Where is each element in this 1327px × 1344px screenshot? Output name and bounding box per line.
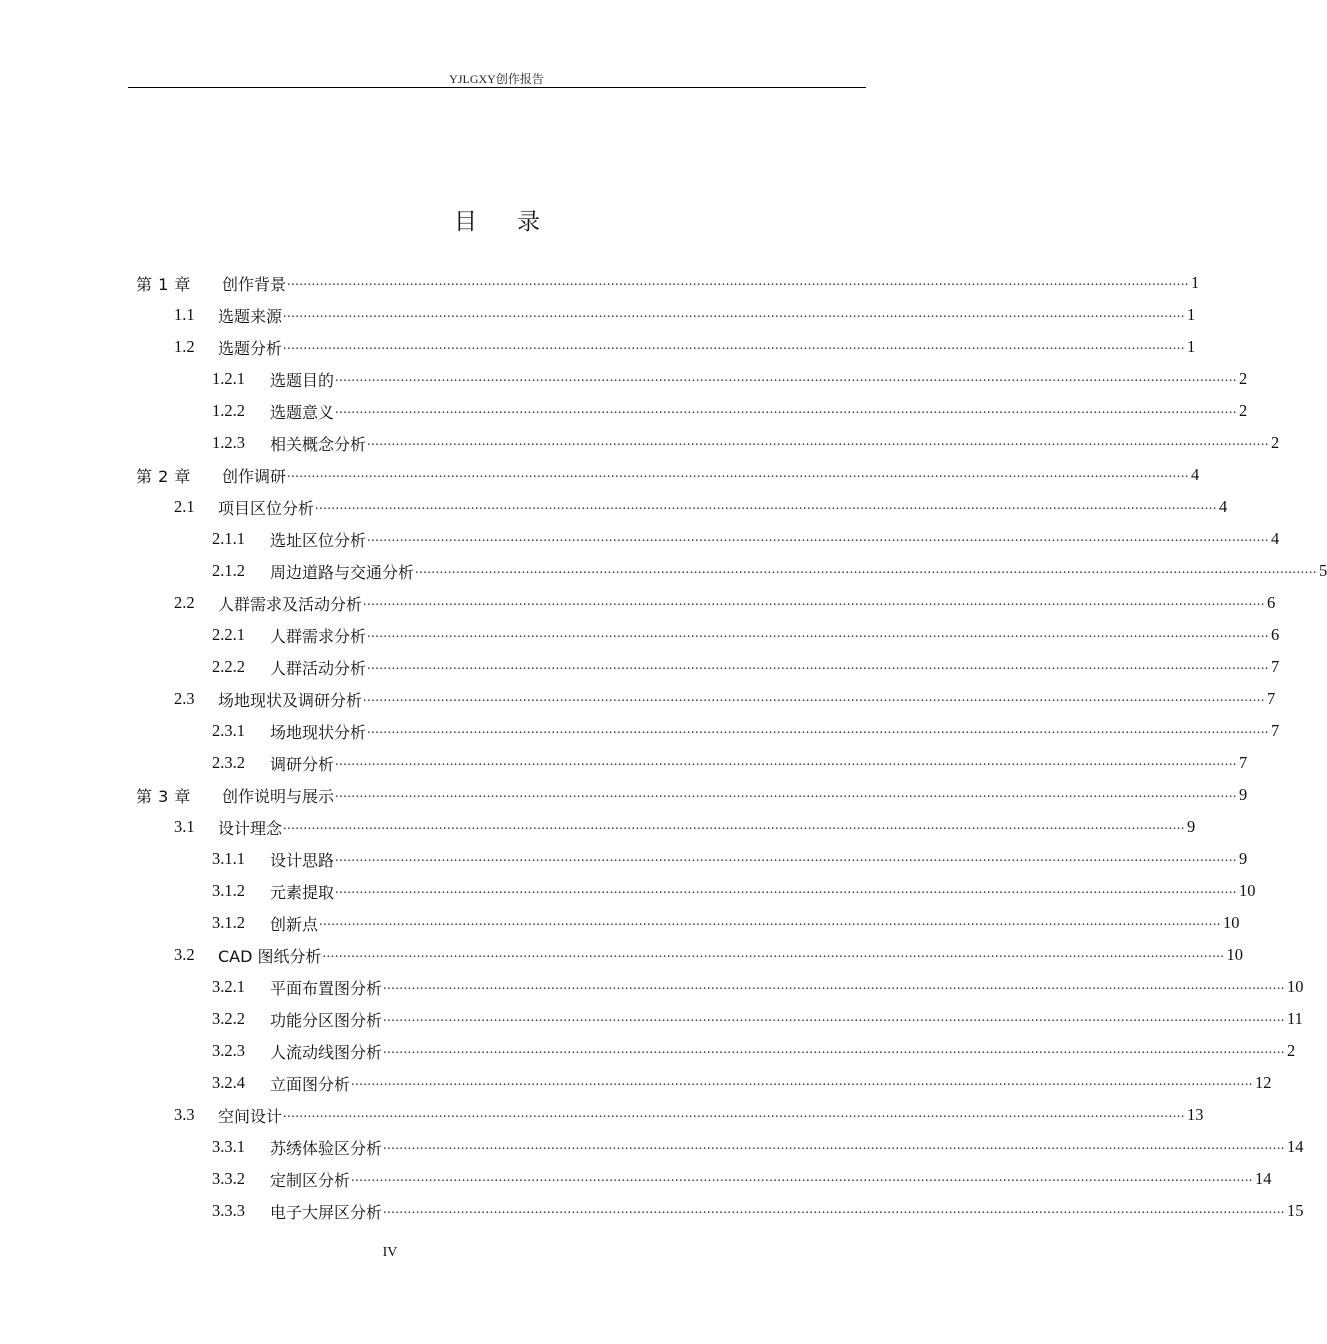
- toc-page-number: 9: [1239, 849, 1248, 868]
- toc-dot-leader: ............................................................................................................................................................................................................................: [367, 658, 1270, 673]
- toc-entry-label: [0, 1072, 350, 1095]
- toc-dot-leader: ............................................................................................................................................................................................................................: [363, 690, 1266, 705]
- toc-entry-number: 3.1.1: [212, 849, 245, 868]
- toc-page-number: 7: [1271, 657, 1280, 676]
- toc-subsection-row[interactable]: [0, 875, 1256, 907]
- toc-entry-number: 2.3.1: [212, 721, 245, 740]
- toc-subsection-row[interactable]: [0, 907, 1240, 939]
- toc-entry-title: 周边道路与交通分析: [270, 562, 415, 582]
- toc-dot-leader: ............................................................................................................................................................................................................................: [367, 626, 1270, 641]
- toc-page-number: 5: [1319, 561, 1327, 580]
- toc-entry-title: 设计理念: [218, 818, 283, 838]
- toc-page-number: 10: [1239, 881, 1256, 900]
- toc-entry-number: 2.2: [174, 593, 195, 612]
- toc-entry-title: 选题意义: [270, 402, 335, 422]
- toc-entry-title: 设计思路: [270, 850, 335, 870]
- header-rule: [128, 87, 866, 88]
- toc-entry-title: 场地现状及调研分析: [218, 690, 363, 710]
- toc-page-number: 4: [1191, 465, 1200, 484]
- toc-entry-number: 2.2.2: [212, 657, 245, 676]
- toc-entry-title: 人群需求及活动分析: [218, 594, 363, 614]
- toc-entry-title: 相关概念分析: [270, 434, 367, 454]
- toc-dot-leader: ............................................................................................................................................................................................................................: [415, 562, 1318, 577]
- toc-page-number: 1: [1187, 337, 1196, 356]
- toc-subsection-row[interactable]: [0, 1067, 1272, 1099]
- toc-entry-title: 元素提取: [270, 882, 335, 902]
- toc-entry-label: [0, 976, 382, 999]
- toc-page-number: 11: [1287, 1009, 1303, 1028]
- toc-title-char-1: 目: [454, 209, 479, 235]
- toc-subsection-row[interactable]: [0, 1195, 1304, 1227]
- toc-entry-label: [0, 624, 366, 647]
- toc-entry-label: [0, 1008, 382, 1031]
- toc-entry-number: 2.1: [174, 497, 195, 516]
- toc-entry-number: 3.2: [174, 945, 195, 964]
- toc-entry-label: [0, 432, 366, 455]
- toc-entry-label: [0, 784, 334, 807]
- toc-dot-leader: ............................................................................................................................................................................................................................: [367, 530, 1270, 545]
- toc-dot-leader: ............................................................................................................................................................................................................................: [335, 882, 1238, 897]
- toc-page-number: 2: [1239, 369, 1248, 388]
- toc-page-number: 12: [1255, 1073, 1272, 1092]
- toc-section-row[interactable]: [0, 811, 1196, 843]
- page-number: IV: [382, 1245, 398, 1260]
- toc-entry-title: 选题来源: [218, 306, 283, 326]
- toc-entry-number: 2.2.1: [212, 625, 245, 644]
- toc-page-number: 2: [1239, 401, 1248, 420]
- table-of-contents: [0, 267, 1327, 1227]
- toc-dot-leader: ............................................................................................................................................................................................................................: [383, 1042, 1286, 1057]
- toc-dot-leader: ............................................................................................................................................................................................................................: [283, 338, 1186, 353]
- toc-entry-number: 3.3.3: [212, 1201, 245, 1220]
- toc-section-row[interactable]: [0, 491, 1228, 523]
- toc-page-number: 2: [1271, 433, 1280, 452]
- toc-entry-title: 项目区位分析: [218, 498, 315, 518]
- toc-entry-label: [0, 1104, 282, 1127]
- toc-page-number: 9: [1239, 785, 1248, 804]
- toc-entry-number: 第 3 章: [136, 786, 191, 806]
- toc-entry-label: [0, 752, 334, 775]
- toc-section-row[interactable]: [0, 331, 1196, 363]
- toc-entry-label: [0, 912, 318, 935]
- toc-dot-leader: ............................................................................................................................................................................................................................: [383, 1010, 1286, 1025]
- toc-dot-leader: ............................................................................................................................................................................................................................: [351, 1074, 1254, 1089]
- toc-subsection-row[interactable]: [0, 363, 1248, 395]
- toc-subsection-row[interactable]: [0, 523, 1280, 555]
- toc-entry-label: [0, 368, 334, 391]
- toc-entry-label: [0, 336, 282, 359]
- page-header: YJLGXY创作报告: [449, 72, 544, 86]
- toc-page-number: 7: [1239, 753, 1248, 772]
- toc-section-row[interactable]: [0, 299, 1196, 331]
- toc-dot-leader: ............................................................................................................................................................................................................................: [287, 466, 1190, 481]
- toc-page-number: 2: [1287, 1041, 1296, 1060]
- toc-entry-label: [0, 304, 282, 327]
- toc-page-number: 10: [1223, 913, 1240, 932]
- toc-entry-number: 第 1 章: [136, 274, 191, 294]
- toc-page-number: 13: [1187, 1105, 1204, 1124]
- toc-entry-number: 2.3: [174, 689, 195, 708]
- toc-page-number: 15: [1287, 1201, 1304, 1220]
- toc-page-number: 6: [1271, 625, 1280, 644]
- toc-section-row[interactable]: [0, 939, 1244, 971]
- toc-entry-number: 3.1: [174, 817, 195, 836]
- toc-page-number: 14: [1287, 1137, 1304, 1156]
- toc-section-row[interactable]: [0, 1099, 1204, 1131]
- toc-dot-leader: ............................................................................................................................................................................................................................: [351, 1170, 1254, 1185]
- toc-page-number: 10: [1287, 977, 1304, 996]
- toc-entry-number: 1.2.1: [212, 369, 245, 388]
- toc-entry-label: [0, 272, 286, 295]
- toc-entry-title: CAD 图纸分析: [218, 946, 322, 966]
- toc-entry-label: [0, 848, 334, 871]
- toc-entry-title: 平面布置图分析: [270, 978, 383, 998]
- toc-entry-number: 3.2.4: [212, 1073, 245, 1092]
- toc-entry-title: 功能分区图分析: [270, 1010, 383, 1030]
- toc-dot-leader: ............................................................................................................................................................................................................................: [367, 722, 1270, 737]
- toc-entry-label: [0, 496, 314, 519]
- toc-entry-label: [0, 1040, 382, 1063]
- toc-entry-label: [0, 816, 282, 839]
- toc-page-number: 4: [1219, 497, 1228, 516]
- toc-entry-title: 苏绣体验区分析: [270, 1138, 383, 1158]
- toc-entry-number: 3.1.2: [212, 881, 245, 900]
- toc-entry-label: [0, 688, 362, 711]
- toc-dot-leader: ............................................................................................................................................................................................................................: [319, 914, 1222, 929]
- toc-entry-number: 3.3: [174, 1105, 195, 1124]
- toc-subsection-row[interactable]: [0, 555, 1327, 587]
- toc-entry-title: 定制区分析: [270, 1170, 351, 1190]
- toc-dot-leader: ............................................................................................................................................................................................................................: [335, 786, 1238, 801]
- toc-subsection-row[interactable]: [0, 971, 1304, 1003]
- toc-entry-label: [0, 464, 286, 487]
- toc-dot-leader: ............................................................................................................................................................................................................................: [322, 946, 1225, 961]
- toc-subsection-row[interactable]: [0, 1035, 1296, 1067]
- toc-dot-leader: ............................................................................................................................................................................................................................: [283, 1106, 1186, 1121]
- toc-entry-number: 1.2.2: [212, 401, 245, 420]
- toc-entry-number: 3.3.2: [212, 1169, 245, 1188]
- toc-subsection-row[interactable]: [0, 395, 1248, 427]
- toc-page-number: 14: [1255, 1169, 1272, 1188]
- toc-entry-label: [0, 400, 334, 423]
- toc-subsection-row[interactable]: [0, 747, 1248, 779]
- toc-page-number: 1: [1187, 305, 1196, 324]
- toc-section-row[interactable]: [0, 683, 1276, 715]
- toc-page-number: 1: [1191, 273, 1200, 292]
- toc-subsection-row[interactable]: [0, 651, 1280, 683]
- toc-dot-leader: ............................................................................................................................................................................................................................: [335, 850, 1238, 865]
- toc-entry-title: 空间设计: [218, 1106, 283, 1126]
- toc-dot-leader: ............................................................................................................................................................................................................................: [383, 978, 1286, 993]
- toc-page-number: 10: [1226, 945, 1244, 964]
- toc-dot-leader: ............................................................................................................................................................................................................................: [335, 370, 1238, 385]
- toc-subsection-row[interactable]: [0, 1163, 1272, 1195]
- toc-entry-label: [0, 1168, 350, 1191]
- toc-entry-number: 2.1.1: [212, 529, 245, 548]
- toc-entry-number: 1.2: [174, 337, 195, 356]
- toc-entry-label: [0, 880, 334, 903]
- toc-entry-title: 创新点: [270, 914, 319, 934]
- toc-dot-leader: ............................................................................................................................................................................................................................: [383, 1138, 1286, 1153]
- toc-page-number: 9: [1187, 817, 1196, 836]
- toc-subsection-row[interactable]: [0, 1131, 1304, 1163]
- toc-entry-title: 创作调研: [222, 466, 287, 486]
- toc-page-number: 7: [1267, 689, 1276, 708]
- toc-entry-number: 3.3.1: [212, 1137, 245, 1156]
- toc-subsection-row[interactable]: [0, 1003, 1303, 1035]
- toc-subsection-row[interactable]: [0, 619, 1280, 651]
- toc-dot-leader: ............................................................................................................................................................................................................................: [335, 754, 1238, 769]
- toc-entry-number: 3.2.3: [212, 1041, 245, 1060]
- toc-entry-title: 创作说明与展示: [222, 786, 335, 806]
- toc-dot-leader: ............................................................................................................................................................................................................................: [315, 498, 1218, 513]
- toc-subsection-row[interactable]: [0, 427, 1280, 459]
- toc-entry-label: [0, 528, 366, 551]
- toc-entry-number: 1.2.3: [212, 433, 245, 452]
- toc-entry-title: 立面图分析: [270, 1074, 351, 1094]
- toc-entry-title: 选址区位分析: [270, 530, 367, 550]
- toc-page-number: 6: [1267, 593, 1276, 612]
- toc-entry-title: 选题分析: [218, 338, 283, 358]
- toc-entry-label: [0, 1200, 382, 1223]
- toc-entry-number: 3.2.1: [212, 977, 245, 996]
- toc-entry-title: 选题目的: [270, 370, 335, 390]
- toc-chapter-row[interactable]: [0, 779, 1248, 811]
- toc-entry-title: 场地现状分析: [270, 722, 367, 742]
- toc-title: [0, 203, 996, 236]
- toc-entry-number: 2.3.2: [212, 753, 245, 772]
- toc-entry-number: 3.2.2: [212, 1009, 245, 1028]
- toc-entry-label: [0, 720, 366, 743]
- toc-entry-label: [0, 560, 414, 583]
- toc-section-row[interactable]: [0, 587, 1276, 619]
- toc-dot-leader: ............................................................................................................................................................................................................................: [287, 274, 1190, 289]
- toc-title-char-2: 录: [517, 209, 542, 235]
- toc-page-number: 7: [1271, 721, 1280, 740]
- toc-entry-number: 3.1.2: [212, 913, 245, 932]
- toc-dot-leader: ............................................................................................................................................................................................................................: [335, 402, 1238, 417]
- toc-entry-number: 第 2 章: [136, 466, 191, 486]
- toc-chapter-row[interactable]: [0, 459, 1200, 491]
- toc-dot-leader: ............................................................................................................................................................................................................................: [363, 594, 1266, 609]
- toc-dot-leader: ............................................................................................................................................................................................................................: [283, 306, 1186, 321]
- toc-entry-title: 人流动线图分析: [270, 1042, 383, 1062]
- toc-entry-label: [0, 656, 366, 679]
- toc-page-number: 4: [1271, 529, 1280, 548]
- toc-subsection-row[interactable]: [0, 715, 1280, 747]
- toc-chapter-row[interactable]: [0, 267, 1200, 299]
- toc-entry-title: 人群需求分析: [270, 626, 367, 646]
- toc-entry-label: [0, 1136, 382, 1159]
- toc-entry-title: 调研分析: [270, 754, 335, 774]
- toc-dot-leader: ............................................................................................................................................................................................................................: [367, 434, 1270, 449]
- toc-entry-number: 1.1: [174, 305, 195, 324]
- toc-entry-label: [0, 944, 322, 967]
- toc-subsection-row[interactable]: [0, 843, 1248, 875]
- toc-entry-title: 人群活动分析: [270, 658, 367, 678]
- toc-entry-label: [0, 592, 362, 615]
- toc-entry-title: 电子大屏区分析: [270, 1202, 383, 1222]
- toc-entry-title: 创作背景: [222, 274, 287, 294]
- toc-dot-leader: ............................................................................................................................................................................................................................: [383, 1202, 1286, 1217]
- toc-entry-number: 2.1.2: [212, 561, 245, 580]
- toc-dot-leader: ............................................................................................................................................................................................................................: [283, 818, 1186, 833]
